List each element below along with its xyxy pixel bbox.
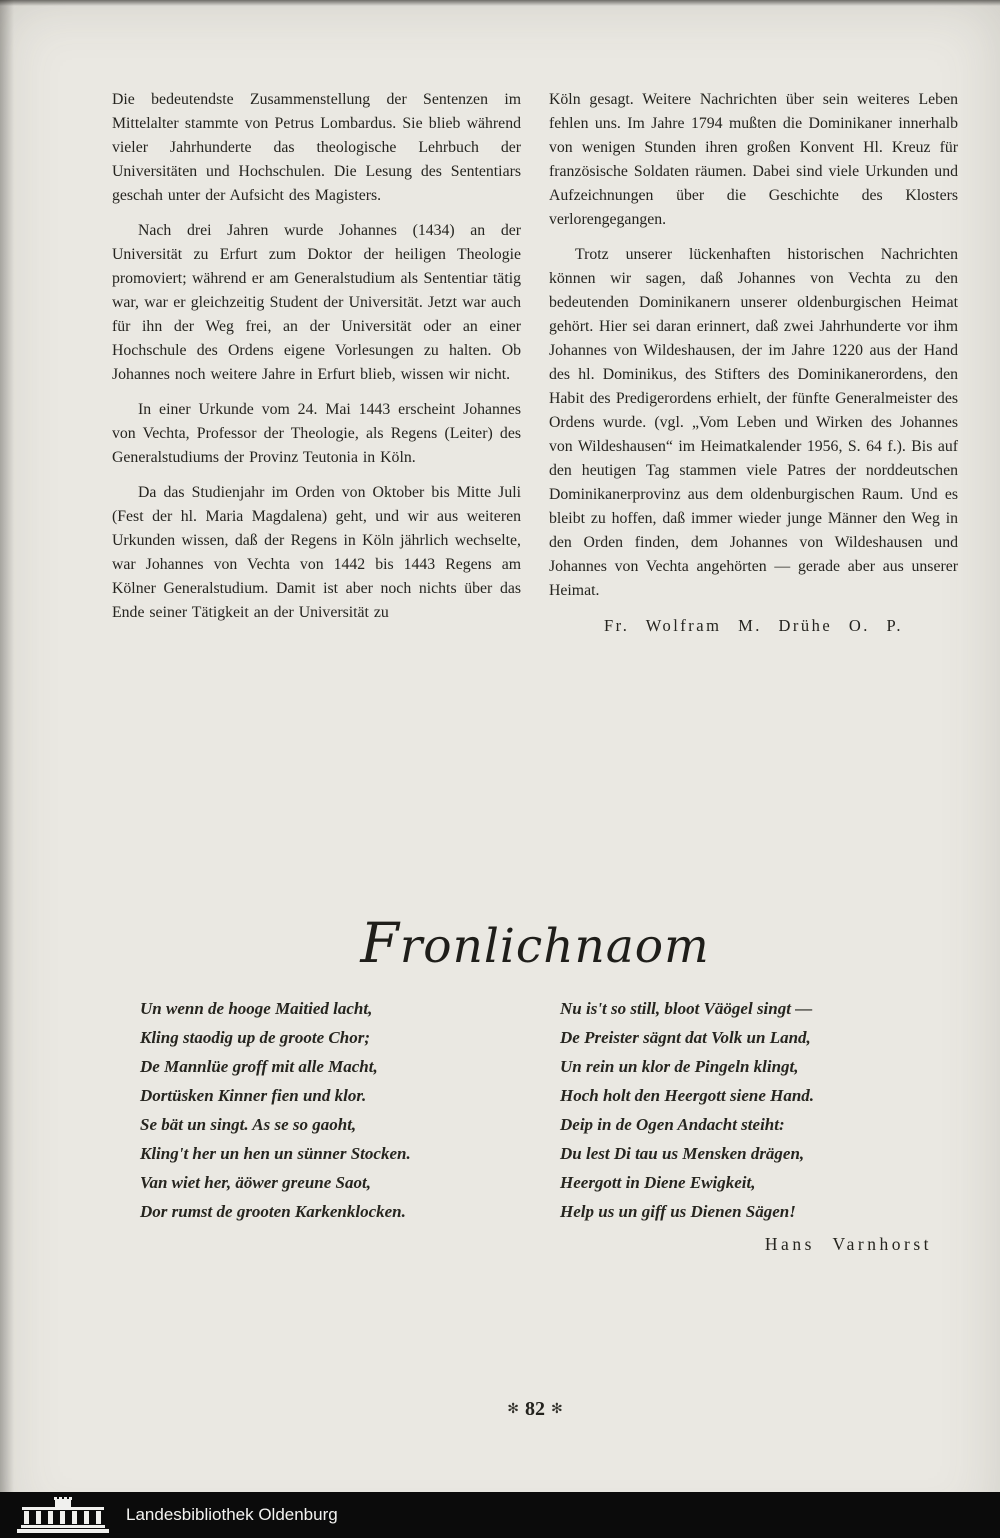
poem-line: Dor rumst de grooten Karkenklocken.	[140, 1202, 406, 1221]
library-building-icon	[16, 1496, 110, 1534]
poem-line: Kling't her un hen un sünner Stocken.	[140, 1144, 411, 1163]
page-number	[112, 1398, 958, 1421]
article-paragraph: Die bedeutendste Zusammenstellung der Sentenzen im Mittelalter stammte von Petrus Lombardus. Sie blieb während vieler Jahrhunderte das theologische Lehrbuch der Universitäten und Hochschulen. Die Lesung des Sententiars geschah unter der Aufsicht des Magisters.	[112, 91, 521, 204]
article-left-column	[112, 88, 521, 649]
poem-line: Se bät un singt. As se so gaoht,	[140, 1115, 357, 1134]
poem-line: Un rein un klor de Pingeln klingt,	[560, 1057, 799, 1076]
article-paragraph: Köln gesagt. Weitere Nachrichten über sein weiteres Leben fehlen uns. Im Jahre 1794 mußten die Dominikaner innerhalb von wenigen Stunden ihren großen Konvent Hl. Kreuz für französische Soldaten räumen. Dabei sind viele Urkunden und Aufzeichnungen über die Geschichte des Klosters verlorengegangen.	[549, 91, 958, 228]
poem-line: Help us un giff us Dienen Sägen!	[560, 1202, 796, 1221]
poem-line: Nu is't so still, bloot Väögel singt —	[560, 999, 813, 1018]
scan-edge-left	[0, 0, 14, 1492]
poem-line: Un wenn de hooge Maitied lacht,	[140, 999, 373, 1018]
article-paragraph: In einer Urkunde vom 24. Mai 1443 erscheint Johannes von Vechta, Professor der Theologie, als Regens (Leiter) des Generalstudiums der Provinz Teutonia in Köln.	[112, 401, 521, 466]
poem-author: Hans Varnhorst	[764, 1234, 932, 1254]
poem-title: Fronlichnaom	[360, 912, 710, 976]
library-name: Landesbibliothek Oldenburg	[126, 1505, 338, 1524]
article-paragraph: Trotz unserer lückenhaften historischen Nachrichten können wir sagen, daß Johannes von Vechta zu den bedeutenden Dominikanern unserer oldenburgischen Heimat gehört. Hier sei daran erinnert, daß zwei Jahrhunderte vor ihm Johannes von Wildeshausen, der im Jahre 1220 aus der Hand des hl. Dominikus, des Stifters des Dominikanerordens, den Habit des Predigerordens erhielt, der fünfte Generalmeister des Ordens wurde. (vgl. „Vom Leben und Wirken des Johannes von Wildeshausen“ im Heimatkalender 1956, S. 64 f.). Bis auf den heutigen Tag stammen viele Patres der norddeutschen Dominikanerprovinz aus dem oldenburgischen Raum. Und es bleibt zu hoffen, daß immer wieder junge Männer den Weg in den Orden finden, dem Johannes von Wildeshausen und Johannes von Vechta angehörten — gerade aber aus unserer Heimat.	[549, 246, 958, 599]
library-footer	[0, 1492, 1000, 1538]
poem-line: Heergott in Diene Ewigkeit,	[560, 1173, 756, 1192]
poem	[140, 994, 940, 1226]
poem-line: De Mannlüe groff mit alle Macht,	[140, 1057, 378, 1076]
poem-left-stanza	[140, 994, 520, 1226]
poem-line: De Preister sägnt dat Volk un Land,	[560, 1028, 811, 1047]
article-body	[112, 88, 958, 649]
poem-line: Hoch holt den Heergott siene Hand.	[560, 1086, 815, 1105]
article-paragraph: Nach drei Jahren wurde Johannes (1434) an der Universität zu Erfurt zum Doktor der heiligen Theologie promoviert; während er am Generalstudium als Sententiar tätig war, war er gleichzeitig Student der Universität. Jetzt war auch für ihn der Weg frei, an der Universität oder an einer Hochschule des Ordens eigene Vorlesungen zu halten. Ob Johannes noch weitere Jahre in Erfurt blieb, wissen wir nicht.	[112, 222, 521, 383]
poem-line: Deip in de Ogen Andacht steiht:	[560, 1115, 785, 1134]
poem-line: Dortüsken Kinner fien und klor.	[140, 1086, 367, 1105]
poem-line: Du lest Di tau us Mensken drägen,	[560, 1144, 805, 1163]
poem-line: Van wiet her, äöwer greune Saot,	[140, 1173, 371, 1192]
poem-right-stanza	[560, 994, 940, 1226]
poem-line: Kling staodig up de groote Chor;	[140, 1028, 371, 1047]
page-number-ornament-right: ✻	[551, 1402, 563, 1417]
article-right-column	[549, 88, 958, 649]
scan-edge-top	[0, 0, 1000, 6]
page-number-value: 82	[525, 1398, 545, 1420]
article-paragraph: Da das Studienjahr im Orden von Oktober bis Mitte Juli (Fest der hl. Maria Magdalena) geht, und wir aus weiteren Urkunden wissen, daß der Regens in Köln jährlich wechselte, war Johannes von Vechta von 1442 bis 1443 Regens am Kölner Generalstudium. Damit ist aber noch nichts über das Ende seiner Tätigkeit an der Universität zu	[112, 484, 521, 621]
author-signature: Fr. Wolfram M. Drühe O. P.	[604, 616, 903, 635]
page-number-ornament-left: ✻	[507, 1402, 519, 1417]
